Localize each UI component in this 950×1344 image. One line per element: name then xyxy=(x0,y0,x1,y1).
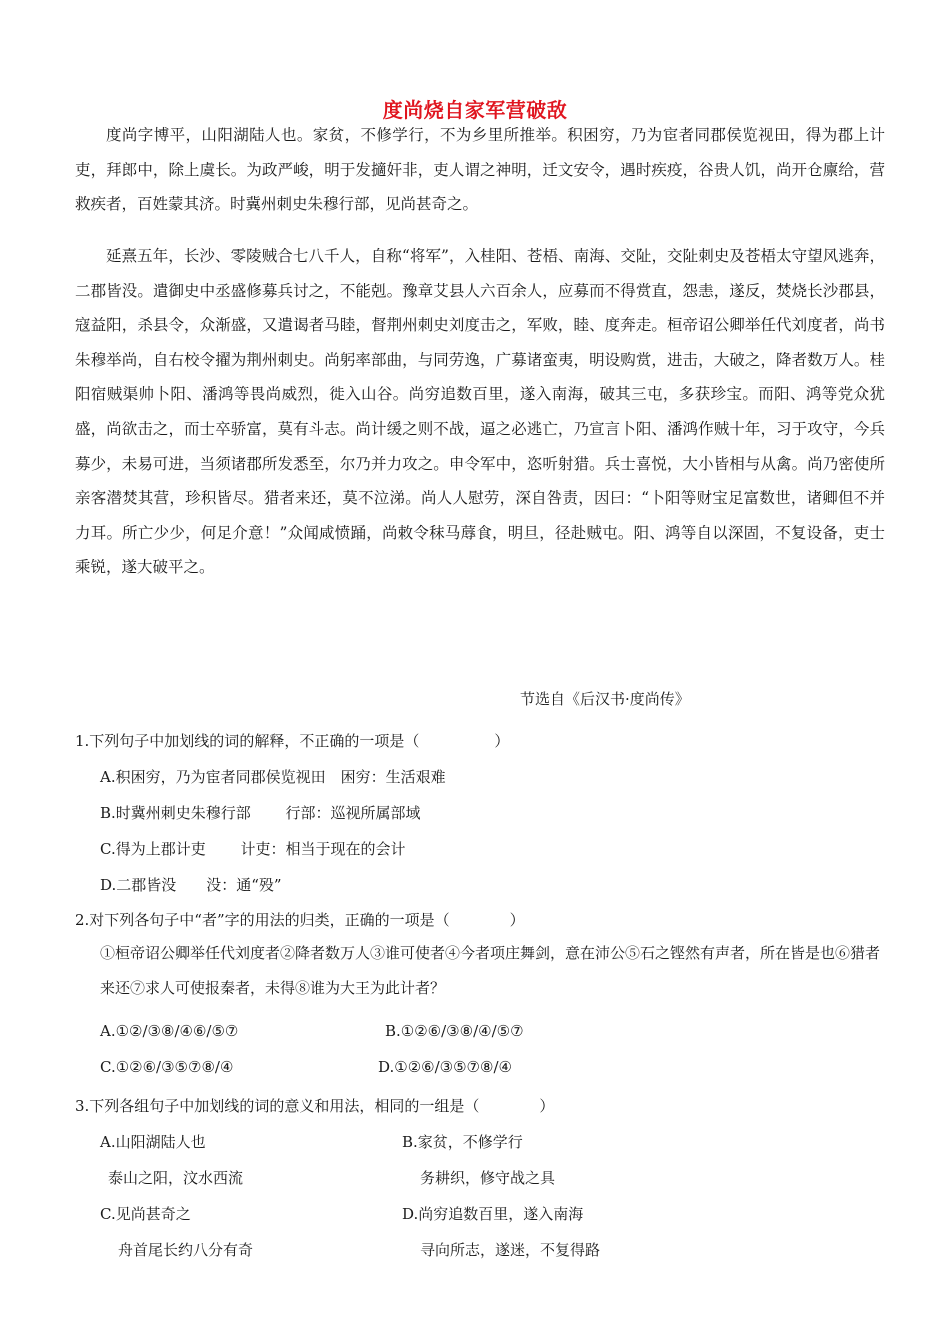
question-2-option-d: D.①②⑥/③⑤⑦⑧/④ xyxy=(378,1058,512,1076)
question-3-option-b-line-2: 务耕织，修守战之具 xyxy=(420,1169,556,1187)
passage-paragraph-1: 度尚字博平，山阳湖陆人也。家贫，不修学行，不为乡里所推举。积困穷，乃为宦者同郡侯览视田，得为郡上计吏，拜郎中，除上虞长。为政严峻，明于发擿奸非，吏人谓之神明，迁文安令，遇时疾疫，谷贵人饥，尚开仓廪给，营救疾者，百姓蒙其济。时冀州刺史朱穆行部，见尚甚奇之。 xyxy=(75,126,885,214)
question-2-option-a: A.①②/③⑧/④⑥/⑤⑦ xyxy=(100,1022,239,1040)
question-3-option-b-line-1: B.家贫，不修学行 xyxy=(402,1133,523,1151)
question-3-option-d-line-1: D.尚穷追数百里，遂入南海 xyxy=(402,1205,584,1223)
question-1-option-b: B.时冀州刺史朱穆行部 行部：巡视所属部域 xyxy=(100,804,421,822)
question-1-option-a: A.积困穷，乃为宦者同郡侯览视田 困穷：生活艰难 xyxy=(100,768,446,786)
question-1-stem: 1.下列句子中加划线的词的解释，不正确的一项是（ ） xyxy=(75,732,510,750)
document-title: 度尚烧自家军营破敌 xyxy=(382,98,568,122)
question-2-option-b: B.①②⑥/③⑧/④/⑤⑦ xyxy=(385,1022,524,1040)
passage-paragraph-2: 延熹五年，长沙、零陵贼合七八千人，自称“将军”，入桂阳、苍梧、南海、交阯，交阯刺史及苍梧太守望风逃奔，二郡皆没。遣御史中丞盛修募兵讨之，不能剋。豫章艾县人六百余人，应募而不得赏直，怨恚，遂反，焚烧长沙郡县，寇益阳，杀县令，众渐盛，又遣谒者马睦，督荆州刺史刘度击之，军败，睦、度奔走。桓帝诏公卿举任代刘度者，尚书朱穆举尚，自右校令擢为荆州刺史。尚躬率部曲，与同劳逸，广募诸蛮夷，明设购赏，进击，大破之，降者数万人。桂阳宿贼渠帅卜阳、潘鸿等畏尚威烈，徙入山谷。尚穷追数百里，遂入南海，破其三屯，多获珍宝。而阳、鸿等党众犹盛，尚欲击之，而士卒骄富，莫有斗志。尚计缓之则不战，逼之必逃亡，乃宣言卜阳、潘鸿作贼十年，习于攻守，今兵募少，未易可进，当须诸郡所发悉至，尔乃并力攻之。申令军中，恣听射猎。兵士喜悦，大小皆相与从禽。尚乃密使所亲客潜焚其营，珍积皆尽。猎者来还，莫不泣涕。尚人人慰劳，深自咎责，因曰：“卜阳等财宝足富数世，诸卿但不并力耳。所亡少少，何足介意！”众闻咸愤踊，尚敕令秣马蓐食，明旦，径赴贼屯。阳、鸿等自以深固，不复设备，吏士乘锐，遂大破平之。 xyxy=(75,247,885,577)
question-3-option-a-line-1: A.山阳湖陆人也 xyxy=(100,1133,206,1151)
question-2-sentences: ①桓帝诏公卿举任代刘度者②降者数万人③谁可使者④今者项庄舞剑，意在沛公⑤石之铿然有声者，所在皆是也⑥猎者来还⑦求人可使报秦者，未得⑧谁为大王为此计者？ xyxy=(100,944,881,997)
question-1-option-c: C.得为上郡计吏 计吏：相当于现在的会计 xyxy=(100,840,406,858)
question-1-option-d: D.二郡皆没 没：通“殁” xyxy=(100,876,282,894)
source-citation: 节选自《后汉书·度尚传》 xyxy=(520,690,690,708)
question-2-stem: 2.对下列各句子中“者”字的用法的归类，正确的一项是（ ） xyxy=(75,911,525,929)
question-3-stem: 3.下列各组句子中加划线的词的意义和用法，相同的一组是（ ） xyxy=(75,1097,555,1115)
question-3-option-d-line-2: 寻向所志，遂迷，不复得路 xyxy=(420,1241,601,1259)
question-3-option-a-line-2: 泰山之阳，汶水西流 xyxy=(108,1169,244,1187)
question-2-option-c: C.①②⑥/③⑤⑦⑧/④ xyxy=(100,1058,234,1076)
question-3-option-c-line-1: C.见尚甚奇之 xyxy=(100,1205,191,1223)
question-3-option-c-line-2: 舟首尾长约八分有奇 xyxy=(118,1241,254,1259)
